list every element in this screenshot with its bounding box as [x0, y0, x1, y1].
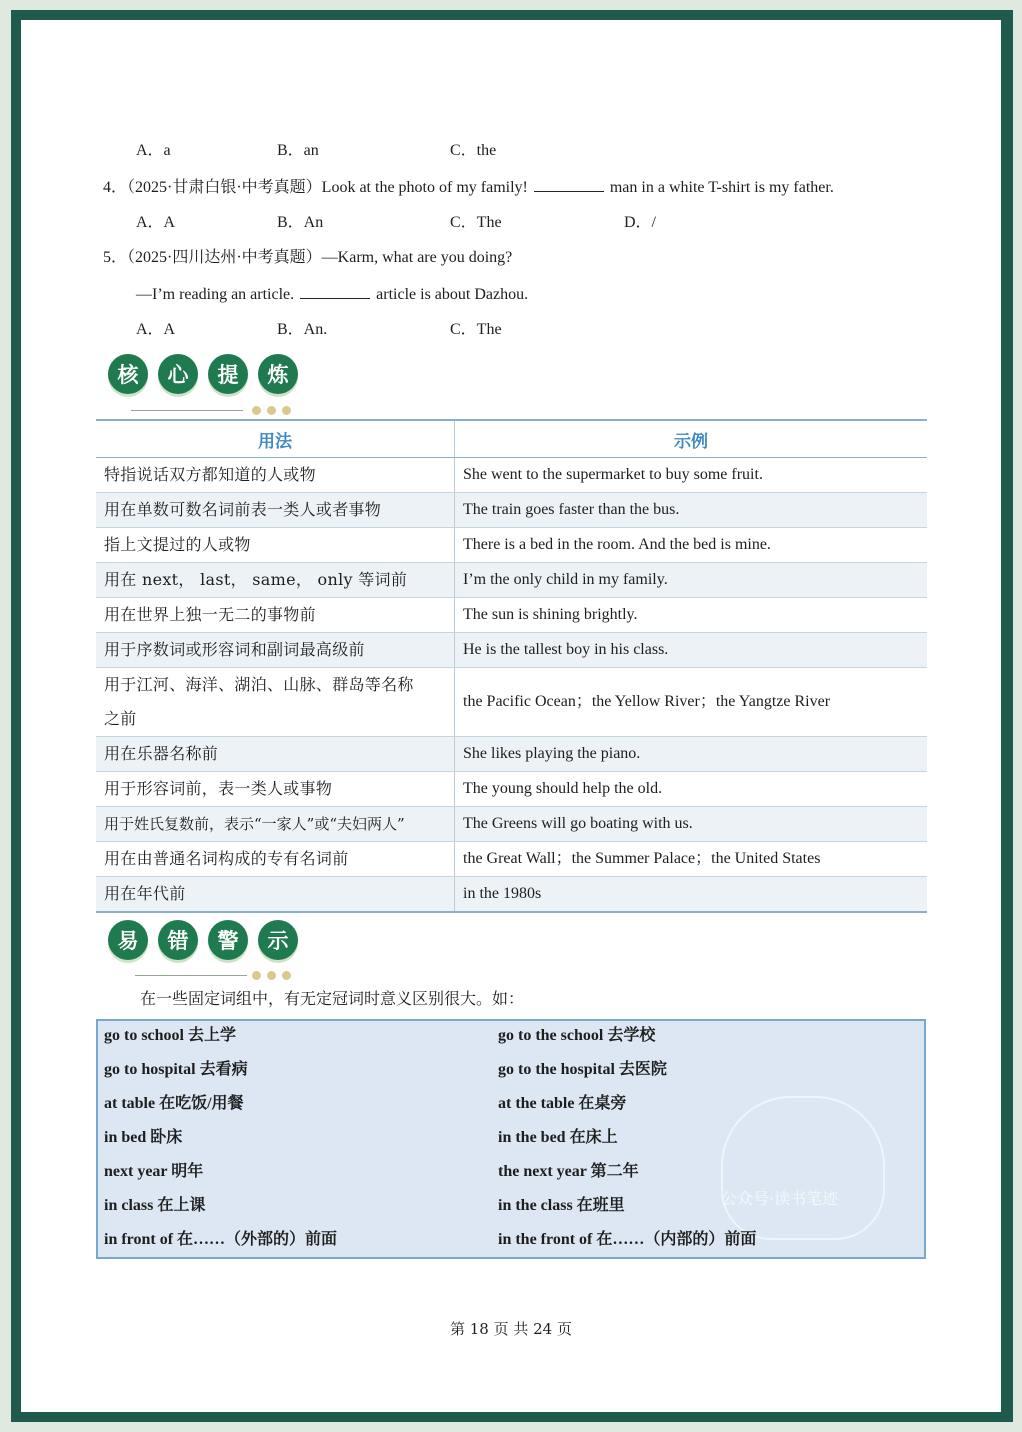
question-5: [103, 248, 512, 268]
table-row: [96, 737, 927, 772]
table-row: [96, 458, 927, 493]
usage-cell: 指上文提过的人或物: [96, 528, 455, 563]
document-page: [21, 20, 1001, 1412]
question-4: [103, 177, 834, 198]
usage-table: [96, 419, 927, 913]
phrase-right: the next year 第二年: [498, 1163, 639, 1180]
bear-watermark: [721, 1096, 885, 1240]
usage-cell: 用在单数可数名词前表一类人或者事物: [96, 493, 455, 528]
question-stem: （2025·四川达州·中考真题）—Karm, what are you doing?: [127, 249, 513, 266]
intro-text: 在一些固定词组中，有无定冠词时意义区别很大。如：: [140, 989, 525, 1008]
q3-option-a: A．a: [136, 142, 171, 159]
table-row: [96, 842, 927, 877]
section-badge: 核: [108, 354, 148, 394]
example-cell: in the 1980s: [455, 877, 928, 913]
example-cell: He is the tallest boy in his class.: [455, 633, 928, 668]
phrase-right: at the table 在桌旁: [498, 1095, 627, 1112]
usage-cell-line-1: 用于江河、海洋、湖泊、山脉、群岛等名称: [104, 675, 414, 694]
question-number: 4．: [103, 179, 128, 196]
question-stem-end: man in a white T-shirt is my father.: [609, 179, 834, 196]
phrase-right: in the class 在班里: [498, 1197, 625, 1214]
table-row: [96, 528, 927, 563]
usage-cell: 用在乐器名称前: [96, 737, 455, 772]
example-cell: the Pacific Ocean；the Yellow River；the Yangtze River: [455, 668, 928, 737]
q5-option-a: A．A: [136, 321, 176, 338]
example-cell: The sun is shining brightly.: [455, 598, 928, 633]
q4-option-a: A．A: [136, 214, 176, 231]
section-badge: 错: [158, 920, 198, 960]
phrase-left: in class 在上课: [104, 1197, 206, 1214]
q3-option-c: C．the: [450, 142, 497, 159]
example-cell: the Great Wall；the Summer Palace；the United States: [455, 842, 928, 877]
page-number-footer: 第 18 页 共 24 页: [449, 1320, 572, 1338]
usage-cell: 用于序数词或形容词和副词最高级前: [96, 633, 455, 668]
dialogue-text-end: article is about Dazhou.: [376, 286, 529, 303]
q3-option-b: B．an: [277, 142, 319, 159]
question-5-line-2: [136, 284, 528, 305]
table-row: [96, 807, 927, 842]
phrase-right: go to the school 去学校: [498, 1027, 656, 1044]
example-cell: She went to the supermarket to buy some fruit.: [455, 458, 928, 493]
usage-cell: 用在世界上独一无二的事物前: [96, 598, 455, 633]
answer-blank: [300, 284, 370, 299]
section-badge: 提: [208, 354, 248, 394]
question-number: 5．: [103, 249, 128, 266]
watermark-text: 公众号·读书笔迹: [721, 1189, 839, 1208]
table-row: [96, 493, 927, 528]
usage-cell-line-2: 之前: [104, 709, 137, 728]
section-title-core: [108, 354, 298, 394]
section-badge: 警: [208, 920, 248, 960]
column-header-example: 示例: [455, 420, 928, 458]
column-header-usage: 用法: [96, 420, 455, 458]
phrase-left: in bed 卧床: [104, 1129, 183, 1146]
dialogue-text: —I’m reading an article.: [136, 286, 295, 303]
example-cell: I’m the only child in my family.: [455, 563, 928, 598]
phrase-right: in the front of 在……（内部的）前面: [498, 1231, 757, 1248]
usage-cell: [96, 668, 455, 737]
section-badge: 心: [158, 354, 198, 394]
phrase-left: in front of 在……（外部的）前面: [104, 1231, 338, 1248]
question-stem: （2025·甘肃白银·中考真题）Look at the photo of my family!: [127, 179, 528, 196]
example-cell: The young should help the old.: [455, 772, 928, 807]
usage-cell: 特指说话双方都知道的人或物: [96, 458, 455, 493]
usage-cell: 用在 next， last， same， only 等词前: [96, 563, 455, 598]
q4-option-b: B．An: [277, 214, 324, 231]
q5-option-c: C．The: [450, 321, 502, 338]
usage-cell: 用在由普通名词构成的专有名词前: [96, 842, 455, 877]
example-cell: There is a bed in the room. And the bed is mine.: [455, 528, 928, 563]
q4-option-c: C．The: [450, 214, 502, 231]
phrase-left: go to school 去上学: [104, 1027, 237, 1044]
table-row: [96, 598, 927, 633]
usage-cell: 用在年代前: [96, 877, 455, 913]
phrase-left: at table 在吃饭/用餐: [104, 1095, 244, 1112]
q4-option-d: D．/: [624, 214, 657, 231]
section-title-mistakes: [108, 920, 298, 960]
answer-blank: [534, 177, 604, 192]
table-row: [96, 563, 927, 598]
phrase-left: go to hospital 去看病: [104, 1061, 248, 1078]
table-header-row: [96, 420, 927, 458]
phrase-right: go to the hospital 去医院: [498, 1061, 667, 1078]
example-cell: She likes playing the piano.: [455, 737, 928, 772]
usage-cell: 用于姓氏复数前，表示“一家人”或“夫妇两人”: [96, 807, 455, 842]
table-row: [96, 772, 927, 807]
section-badge: 示: [258, 920, 298, 960]
example-cell: The train goes faster than the bus.: [455, 493, 928, 528]
table-row: [96, 633, 927, 668]
phrase-left: next year 明年: [104, 1163, 204, 1180]
section-badge: 易: [108, 920, 148, 960]
example-cell: The Greens will go boating with us.: [455, 807, 928, 842]
usage-cell: 用于形容词前，表一类人或事物: [96, 772, 455, 807]
table-row: [96, 668, 927, 737]
q5-option-b: B．An.: [277, 321, 328, 338]
section-badge: 炼: [258, 354, 298, 394]
phrase-right: in the bed 在床上: [498, 1129, 618, 1146]
table-row: [96, 877, 927, 913]
